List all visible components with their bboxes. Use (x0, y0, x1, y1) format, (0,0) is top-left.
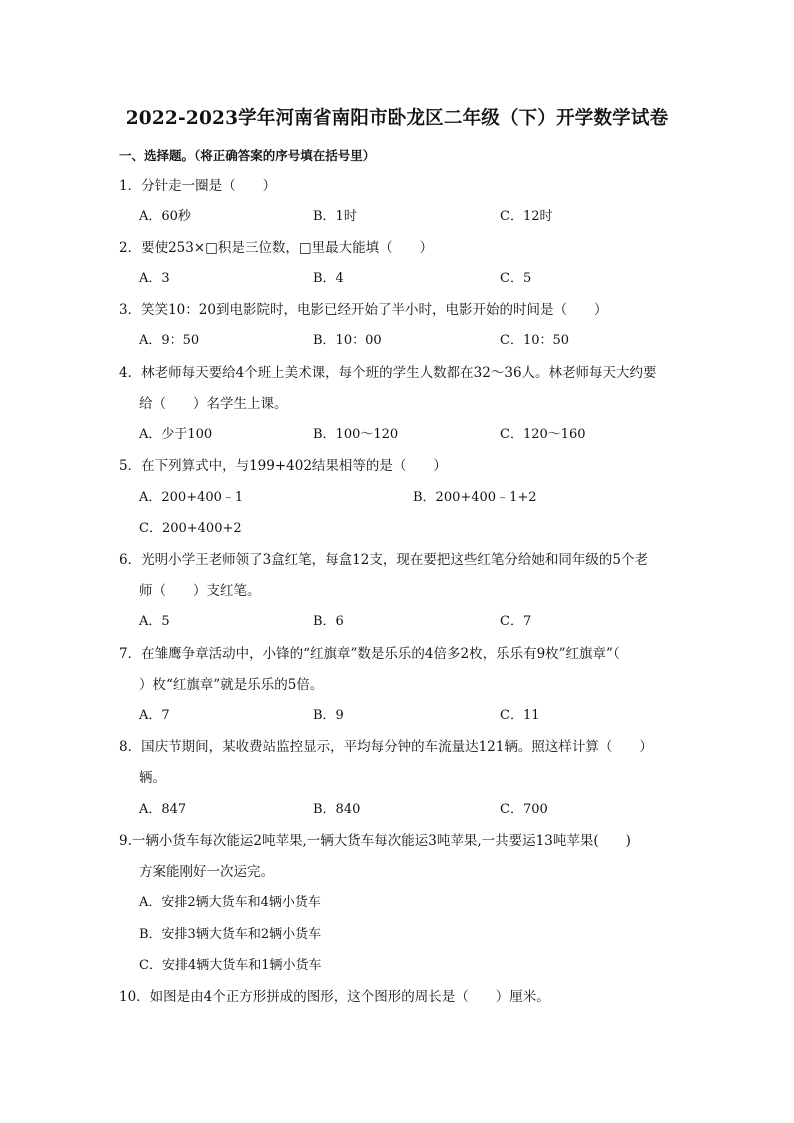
question-3-option-a: A．9：50 (139, 333, 200, 348)
question-7-stem: 7．在雏鹰争章活动中，小锋的“红旗章”数是乐乐的4倍多2枚，乐乐有9枚”红旗章”（ (119, 646, 620, 662)
question-9-stem: 9.一辆小货车每次能运2吨苹果,一辆大货车每次能运3吨苹果,一共要运13吨苹果( ) (119, 833, 631, 849)
question-2-stem: 2．要使253×□积是三位数，□里最大能填（ ） (119, 240, 434, 256)
question-7-option-b: B．9 (313, 708, 344, 723)
question-4-option-c: C．120～160 (500, 427, 586, 442)
question-2-option-a: A．3 (139, 271, 170, 286)
question-8-stem: 8．国庆节期间，某收费站监控显示，平均每分钟的车流量达121辆。照这样计算（ ） (119, 739, 653, 755)
question-10-stem: 10．如图是由4个正方形拼成的图形，这个图形的周长是（ ）厘米。 (119, 989, 550, 1005)
question-3-option-c: C．10：50 (500, 333, 570, 348)
question-5-option-a: A．200+400﹣1 (139, 490, 244, 505)
question-8-option-c: C．700 (500, 802, 548, 817)
question-4-option-b: B．100～120 (313, 427, 399, 442)
question-4-stem: 4．林老师每天要给4个班上美术课，每个班的学生人数都在32～36人。林老师每天大约要 (119, 365, 657, 381)
question-8-option-b: B．840 (313, 802, 361, 817)
question-6-stem: 6．光明小学王老师领了3盒红笔，每盒12支，现在要把这些红笔分给她和同年级的5个老 (119, 552, 648, 568)
question-7-stem-continued: ）枚“红旗章”就是乐乐的5倍。 (139, 677, 324, 693)
question-1-stem: 1．分针走一圈是（ ） (119, 178, 277, 194)
question-3-option-b: B．10：00 (313, 333, 382, 348)
question-6-option-c: C．7 (500, 614, 532, 629)
question-1-option-b: B．1时 (313, 209, 357, 224)
question-9-option-b: B．安排3辆大货车和2辆小货车 (139, 927, 322, 942)
question-8-option-a: A．847 (139, 802, 187, 817)
question-8-stem-continued: 辆。 (139, 770, 166, 786)
question-6-option-b: B．6 (313, 614, 344, 629)
question-4-stem-continued: 给（ ）名学生上课。 (139, 396, 288, 412)
question-5-option-b: B．200+400﹣1+2 (413, 490, 537, 505)
question-9-option-c: C．安排4辆大货车和1辆小货车 (139, 958, 322, 973)
question-4-option-a: A．少于100 (139, 427, 213, 442)
question-7-option-c: C．11 (500, 708, 540, 723)
question-5-stem: 5．在下列算式中，与199+402结果相等的是（ ） (119, 458, 447, 474)
question-5-option-c: C．200+400+2 (139, 521, 242, 536)
question-2-option-c: C．5 (500, 271, 532, 286)
question-2-option-b: B．4 (313, 271, 344, 286)
question-9-option-a: A．安排2辆大货车和4辆小货车 (139, 895, 321, 910)
question-6-stem-continued: 师（ ）支红笔。 (139, 583, 261, 599)
question-7-option-a: A．7 (139, 708, 170, 723)
question-1-option-a: A．60秒 (139, 209, 191, 224)
section-heading: 一、选择题。（将正确答案的序号填在括号里） (119, 148, 376, 163)
question-3-stem: 3．笑笑10：20到电影院时，电影已经开始了半小时，电影开始的时间是（ ） (119, 302, 608, 318)
question-9-stem-continued: 方案能刚好一次运完。 (139, 864, 274, 880)
question-6-option-a: A．5 (139, 614, 170, 629)
page-title: 2022-2023学年河南省南阳市卧龙区二年级（下）开学数学试卷 (125, 108, 669, 129)
question-1-option-c: C．12时 (500, 209, 553, 224)
